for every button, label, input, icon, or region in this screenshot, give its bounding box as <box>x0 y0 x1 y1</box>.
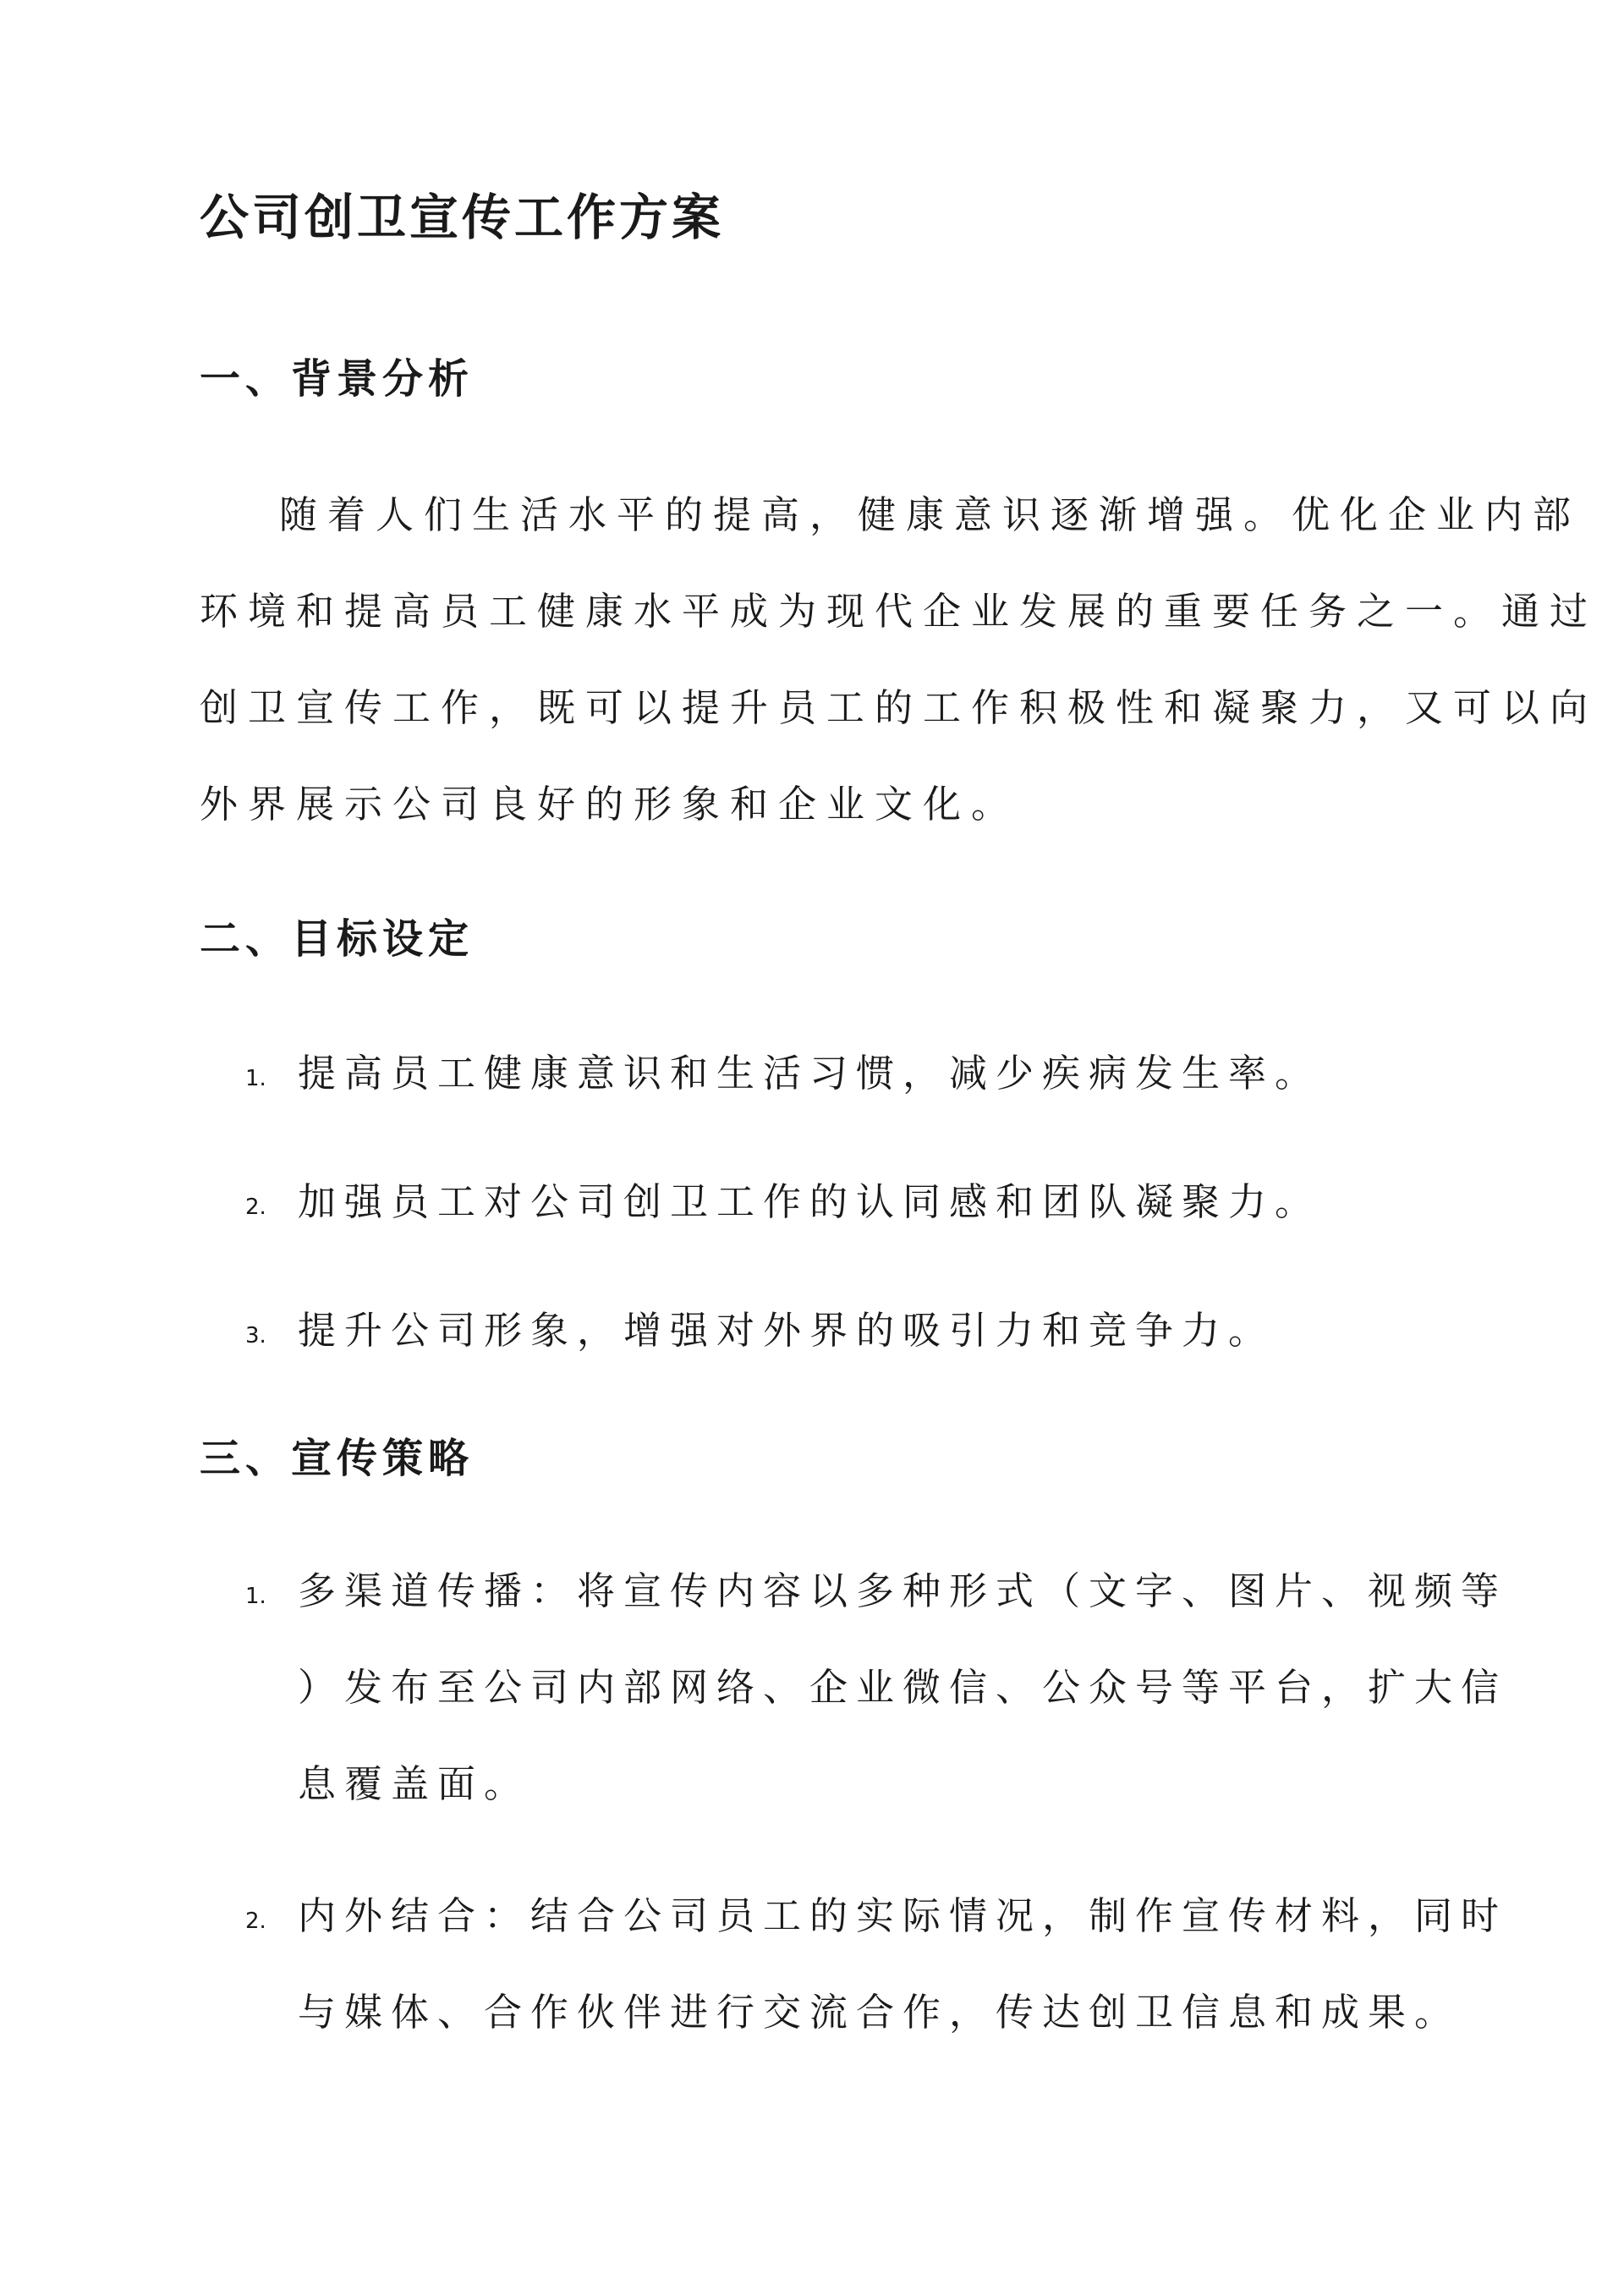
paragraph-line: 创卫宣传工作，既可以提升员工的工作积极性和凝聚力，又可以向 <box>200 685 1599 730</box>
list-item-text: 内外结合：结合公司员工的实际情况，制作宣传材料，同时 <box>298 1893 1508 1938</box>
list-item-number: 1. <box>245 1066 266 1091</box>
list-item-text: 息覆盖面。 <box>298 1761 531 1806</box>
list-item-text: 与媒体、合作伙伴进行交流合作，传达创卫信息和成果。 <box>298 1990 1462 2035</box>
list-item-text: 多渠道传播：将宣传内容以多种形式（文字、图片、视频等 <box>298 1568 1508 1613</box>
paragraph-line: 环境和提高员工健康水平成为现代企业发展的重要任务之一。通过 <box>200 589 1599 634</box>
list-item-number: 2. <box>245 1195 266 1220</box>
list-item-number: 3. <box>245 1323 266 1348</box>
section-heading-strategy: 三、宣传策略 <box>200 1435 475 1482</box>
list-item-text: 提升公司形象，增强对外界的吸引力和竞争力。 <box>298 1308 1276 1353</box>
paragraph-line: 外界展示公司良好的形象和企业文化。 <box>200 782 1020 827</box>
list-item-text: 提高员工健康意识和生活习惯，减少疾病发生率。 <box>298 1051 1322 1096</box>
section-heading-background: 一、背景分析 <box>200 355 475 403</box>
list-item-text: 加强员工对公司创卫工作的认同感和团队凝聚力。 <box>298 1179 1322 1224</box>
section-heading-goals: 二、目标设定 <box>200 915 475 963</box>
document-title: 公司创卫宣传工作方案 <box>200 189 725 246</box>
paragraph-line: 随着人们生活水平的提高，健康意识逐渐增强。优化企业内部 <box>279 492 1582 537</box>
list-item-text: ）发布至公司内部网络、企业微信、公众号等平台，扩大信 <box>298 1665 1508 1710</box>
list-item-number: 2. <box>245 1909 266 1934</box>
list-item-number: 1. <box>245 1584 266 1609</box>
